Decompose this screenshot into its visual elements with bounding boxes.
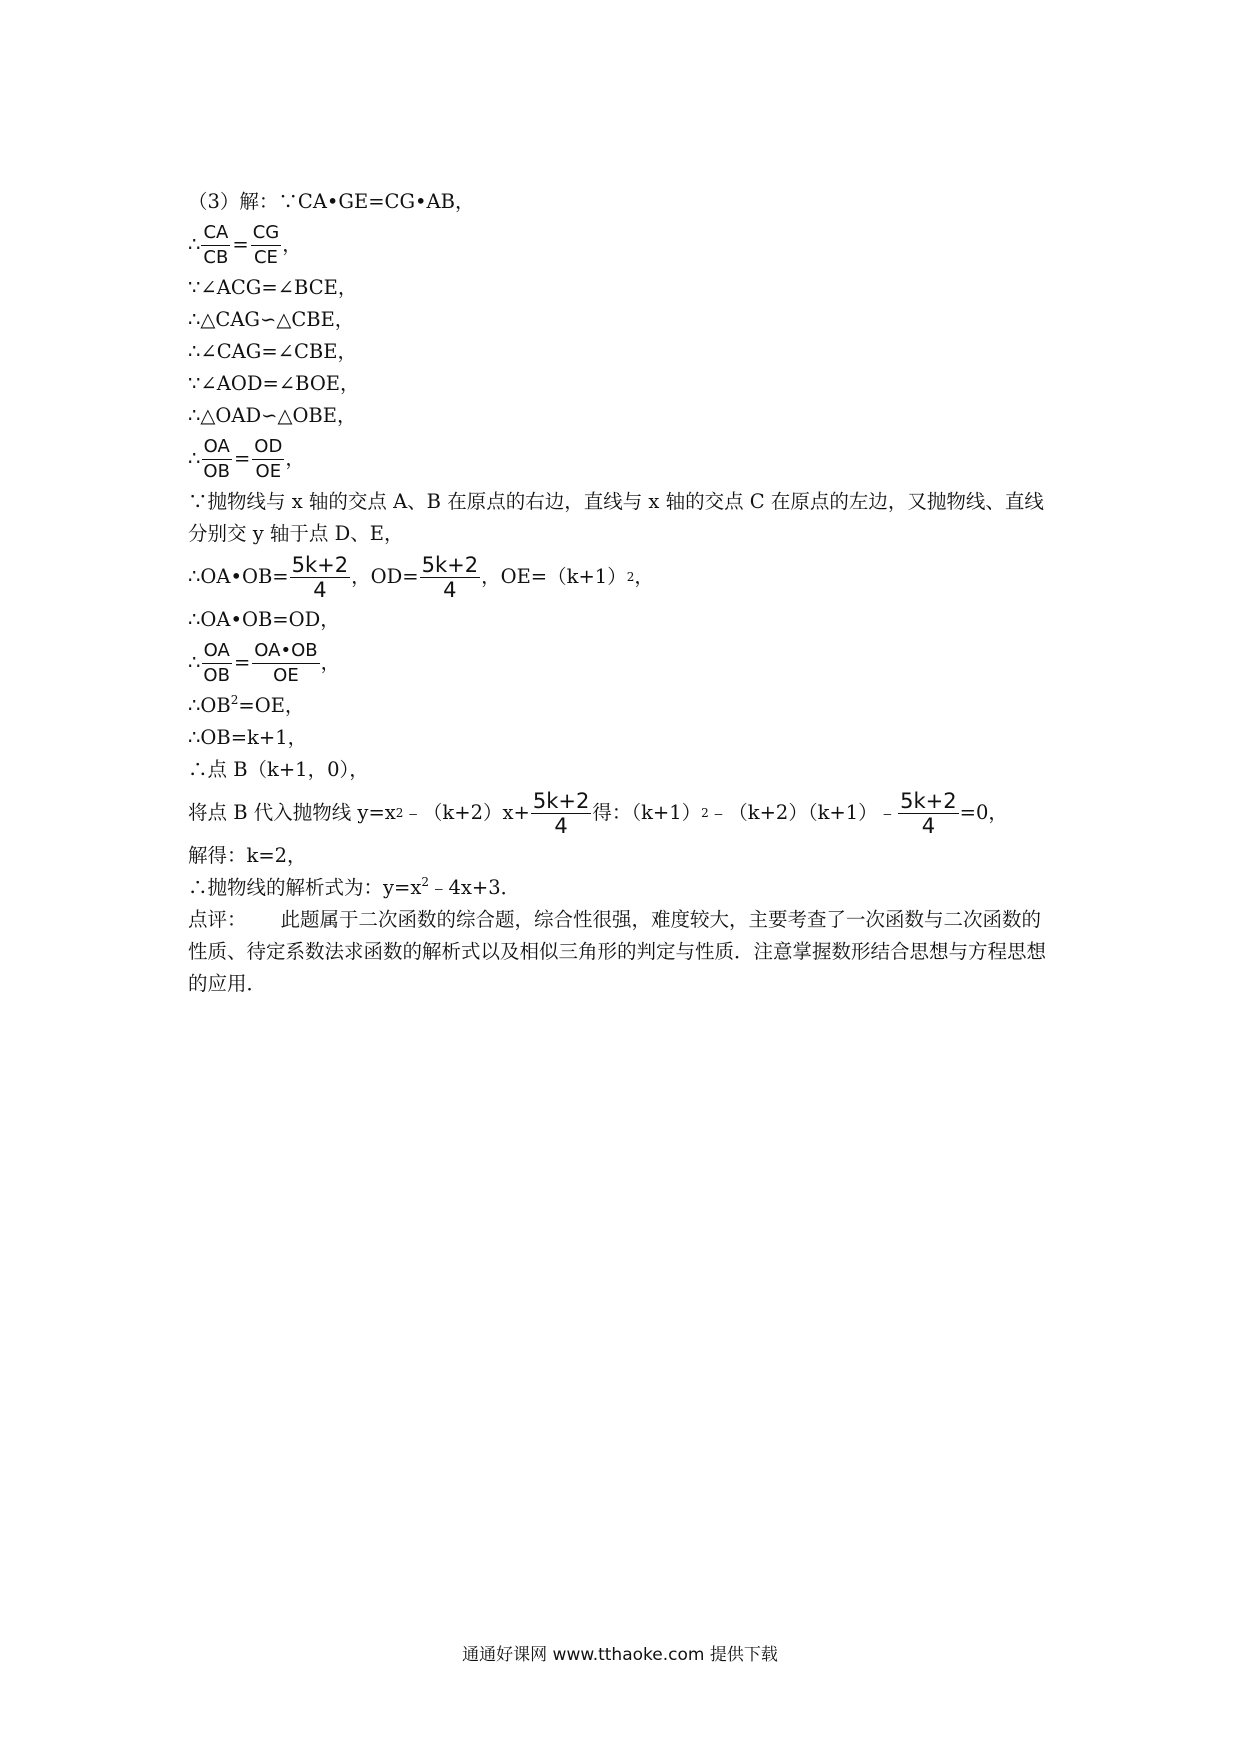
step-4: ∴△CAG∽△CBE，: [188, 308, 355, 331]
step-1: （3）解：∵CA•GE=CG•AB，: [188, 190, 475, 213]
numerator: 5k+2: [291, 552, 349, 577]
text-segment: ∴抛物线的解析式为：y=x: [188, 876, 422, 899]
step-17: 解得：k=2，: [188, 844, 307, 867]
step-18: [188, 872, 1058, 904]
fraction-5k2-4: [898, 789, 958, 838]
step-5: ∴∠CAG=∠CBE，: [188, 340, 357, 363]
numerator: CA: [201, 221, 230, 246]
numerator: CG: [251, 221, 282, 246]
step-7: ∴△OAD∽△OBE，: [188, 404, 357, 427]
fraction-oaob-oe: [252, 639, 319, 688]
step-14: ∴OB=k+1，: [188, 726, 308, 749]
step-16-substitution: 将点 B 代入抛物线 y=x 2 ﹣（k+2）x+ $\frac{5k+2}{4}$ 得：（k+1） 2 ﹣（k+2）（k+1）﹣ $\frac{5k+2}{4}$ =0，: [188, 788, 1008, 838]
punctuation: ，: [320, 651, 341, 674]
equals-sign: =: [233, 447, 251, 470]
denominator: OB: [203, 460, 230, 482]
punctuation: ，: [282, 233, 302, 256]
step-11: ∴OA•OB=OD，: [188, 608, 340, 631]
fraction-cg-ce: [251, 221, 282, 270]
therefore-symbol: ∴: [188, 651, 201, 674]
step-2-ratio: [188, 218, 1058, 272]
denominator: 4: [313, 577, 327, 602]
fraction-5k2-4: [531, 789, 591, 838]
text-segment: ，OE=（k+1）: [481, 565, 627, 588]
text-segment: ﹣（k+2）（k+1）﹣: [708, 801, 898, 824]
fraction-od-oe: [252, 435, 284, 484]
comment-label: 点评：: [188, 908, 247, 931]
comment-text: 此题属于二次函数的综合题，综合性很强，难度较大，主要考查了一次函数与二次函数的性质、待定系数法求函数的解析式以及相似三角形的判定与性质．注意掌握数形结合思想与方程思想的应用．: [188, 908, 1047, 995]
exponent: 2: [230, 693, 239, 707]
step-8-ratio: [188, 432, 1058, 486]
fraction-oa-ob: [201, 435, 232, 484]
therefore-symbol: ∴: [188, 447, 201, 470]
therefore-symbol: ∴: [188, 233, 201, 256]
denominator: 4: [554, 813, 568, 838]
denominator: 4: [921, 813, 936, 838]
step-12-ratio: [188, 636, 1058, 690]
numerator: OA: [202, 639, 232, 664]
punctuation: ，: [634, 565, 654, 588]
numerator: OA•OB: [252, 639, 319, 664]
step-13: [188, 690, 1058, 722]
comment-paragraph: [188, 904, 1058, 1000]
punctuation: ，: [285, 447, 305, 470]
denominator: OE: [255, 460, 282, 482]
step-6: ∵∠AOD=∠BOE，: [188, 372, 360, 395]
denominator: CB: [203, 246, 229, 268]
text-segment: 将点 B 代入抛物线 y=x: [188, 801, 396, 824]
step-10-values: ∴OA•OB= $\frac{5k+2}{4}$ ，OD= $\frac{5k+2}{4}$ ，OE=（k+1） 2 ，: [188, 552, 654, 602]
numerator: OD: [252, 435, 284, 460]
page-footer: 通通好课网 www.tthaoke.com 提供下载: [462, 1645, 778, 1665]
text-segment: =0，: [959, 801, 1008, 824]
equals-sign: =: [233, 651, 251, 674]
equals-sign: =: [232, 233, 249, 256]
denominator: 4: [443, 577, 457, 602]
text-segment: ，OD=: [351, 565, 419, 588]
fraction-ca-cb: [201, 221, 230, 270]
step-3: ∵∠ACG=∠BCE，: [188, 276, 358, 299]
text-segment: =OE，: [238, 694, 305, 717]
fraction-oa-ob: [201, 639, 232, 688]
exponent: 2: [421, 875, 429, 889]
numerator: 5k+2: [532, 788, 590, 813]
step-9: ∵抛物线与 x 轴的交点 A、B 在原点的右边，直线与 x 轴的交点 C 在原点的左边，又抛物线、直线分别交 y 轴于点 D、E，: [188, 490, 1044, 545]
text-segment: 得：（k+1）: [592, 801, 702, 824]
text-segment: ﹣4x+3．: [429, 876, 521, 899]
text-segment: ∴OB: [188, 694, 231, 717]
numerator: 5k+2: [900, 788, 957, 813]
numerator: 5k+2: [421, 552, 479, 577]
denominator: OE: [273, 664, 299, 686]
fraction-5k2-4: [290, 553, 350, 602]
fraction-5k2-4: [420, 553, 480, 602]
text-segment: ﹣（k+2）x+: [403, 801, 530, 824]
denominator: OB: [203, 664, 230, 686]
text-segment: ∴OA•OB=: [188, 565, 289, 588]
step-15: ∴点 B（k+1，0），: [188, 758, 369, 781]
solution-body: [188, 186, 1058, 1000]
numerator: OA: [202, 435, 232, 460]
denominator: CE: [253, 246, 278, 268]
